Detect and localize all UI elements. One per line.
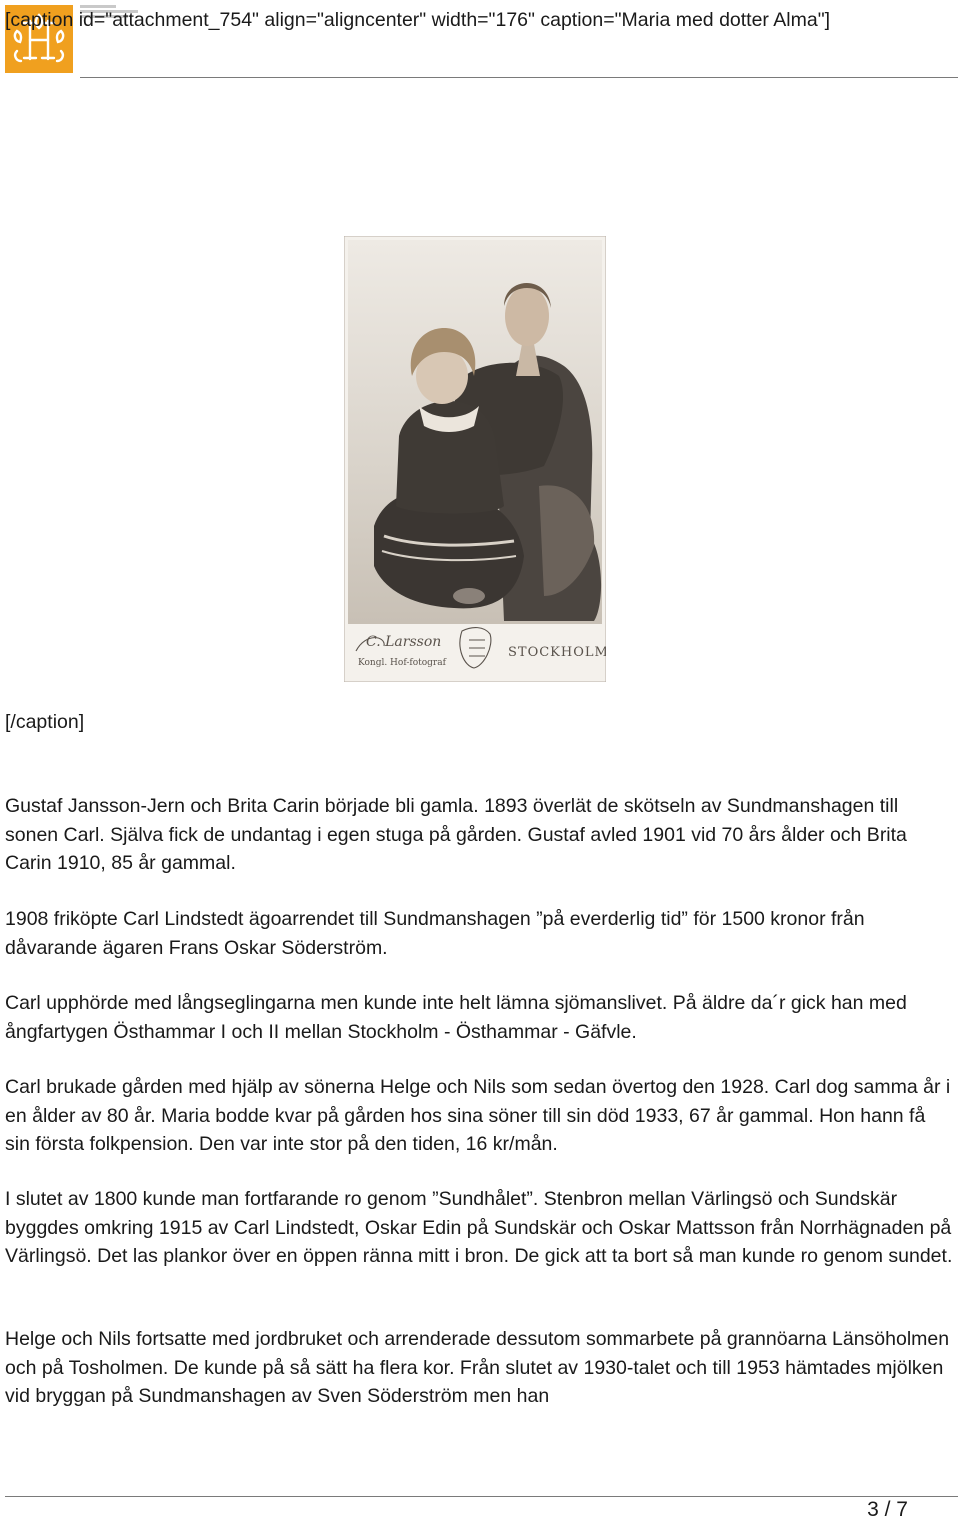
header-divider <box>80 77 958 78</box>
paragraph-6: Helge och Nils fortsatte med jordbruket och arrenderade dessutom sommarbete på grannöarna Länsöholmen och på Tosholmen. De kunde på så sätt ha flera kor. Från slutet av 1930-talet och till 1953 hämtades mjölken vid bryggan på Sundmanshagen av Sven Söderström men han <box>5 1328 950 1407</box>
paragraph-3: Carl upphörde med långseglingarna men kunde inte helt lämna sjömanslivet. På äldre da´r gick han med ångfartygen Östhammar I och II mellan Stockholm - Östhammar - Gäfvle. <box>5 992 907 1043</box>
caption-open-shortcode: [caption id="attachment_754" align="aligncenter" width="176" caption="Maria med dotter Alma"] <box>5 9 831 31</box>
paragraph-2: 1908 friköpte Carl Lindstedt ägoarrendet till Sundmanshagen ”på everderlig tid” för 1500 kronor från dåvarande ägaren Frans Oskar Söderström. <box>5 908 865 959</box>
page-number: 3 / 7 <box>867 1498 908 1521</box>
caption-close-shortcode: [/caption] <box>5 711 85 733</box>
photo-studio-name: C. Larsson <box>366 634 442 650</box>
photo-city: STOCKHOLM <box>508 645 606 660</box>
paragraph-4: Carl brukade gården med hjälp av sönerna Helge och Nils som sedan övertog den 1928. Carl dog samma år i en ålder av 80 år. Maria bodde kvar på gården hos sina söner till sin död 1933, 67 år gammal. Hon hann få sin första folkpension. Den var inte stor på den tiden, 16 kr/mån. <box>5 1076 951 1155</box>
paragraph-1: Gustaf Jansson-Jern och Brita Carin började bli gamla. 1893 överlät de skötseln av Sundmanshagen till sonen Carl. Själva fick de undantag i egen stuga på gården. Gustaf avled 1901 vid 70 års ålder och Brita Carin 1910, 85 år gammal. <box>5 795 907 874</box>
portrait-photo <box>344 236 606 682</box>
paragraph-5: I slutet av 1800 kunde man fortfarande ro genom ”Sundhålet”. Stenbron mellan Värlingsö och Sundskär byggdes omkring 1915 av Carl Lindstedt, Oskar Edin på Sundskär och Oskar Mattsson från Norrhägnaden på Värlingsö. Det las plankor över en öppen ränna mitt i bron. De gick att ta bort så man kunde ro genom sundet. <box>5 1188 953 1267</box>
footer-divider <box>5 1496 958 1497</box>
photo-studio-title: Kongl. Hof-fotograf <box>358 658 446 668</box>
